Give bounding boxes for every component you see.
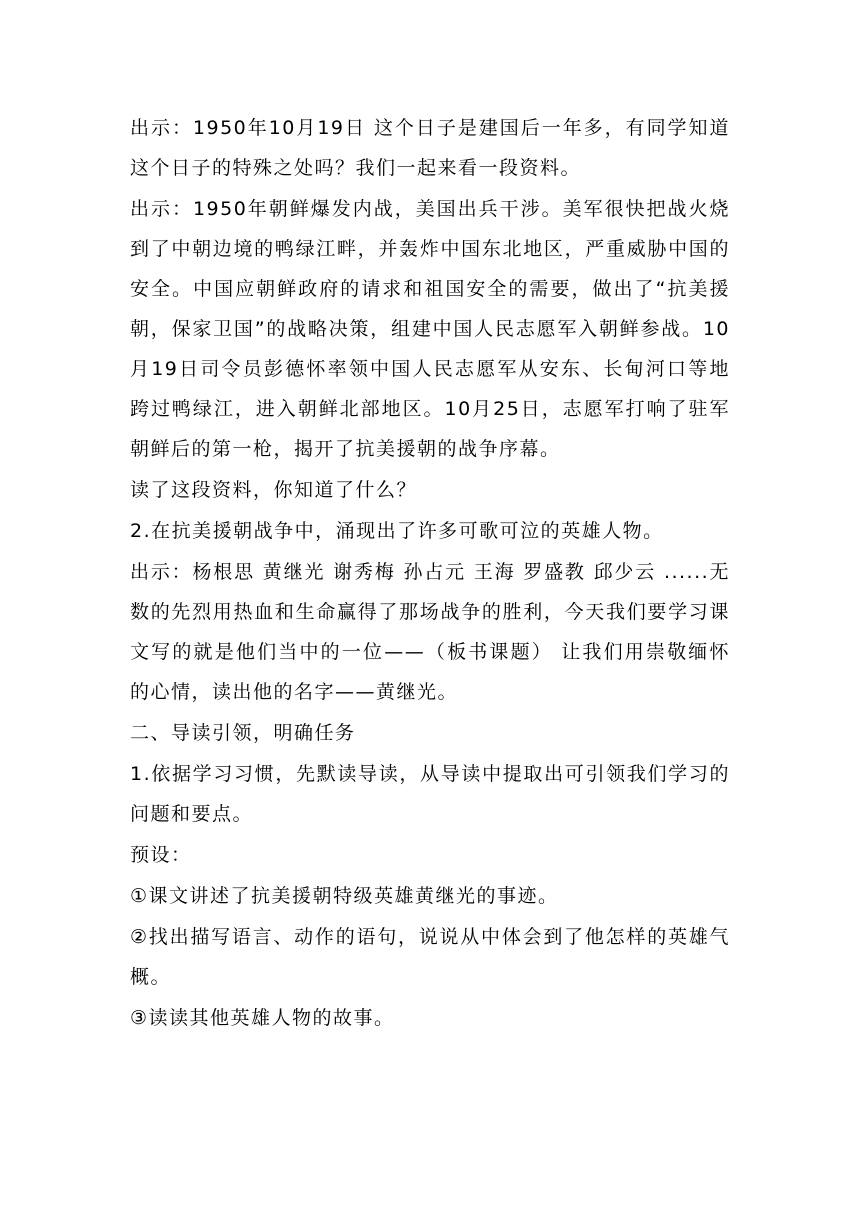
paragraph-date-intro: 出示：1950年10月19日 这个日子是建国后一年多，有同学知道这个日子的特殊之处吗？我们一起来看一段资料。 [130,117,730,179]
paragraph-reading-guide: 1.依据学习习惯，先默读导读，从导读中提取出可引领我们学习的问题和要点。 [130,763,730,825]
paragraph-preset-label: 预设： [130,844,192,866]
paragraph-history-material: 出示：1950年朝鲜爆发内战，美国出兵干涉。美军很快把战火烧到了中朝边境的鸭绿江畔，并轰炸中国东北地区，严重威胁中国的安全。中国应朝鲜政府的请求和祖国安全的需要，做出了“抗美援朝，保家卫国”的战略决策，组建中国人民志愿军入朝鲜参战。10月19日司令员彭德怀率领中国人民志愿军从安东、长甸河口等地跨过鸭绿江，进入朝鲜北部地区。10月25日，志愿军打响了驻军朝鲜后的第一枪，揭开了抗美援朝的战争序幕。 [130,198,730,460]
list-item-3: ③读读其他英雄人物的故事。 [130,1007,395,1029]
section-heading: 二、导读引领，明确任务 [130,722,356,744]
list-item-1: ①课文讲述了抗美援朝特级英雄黄继光的事迹。 [130,885,559,907]
paragraph-heroes-list: 出示：杨根思 黄继光 谢秀梅 孙占元 王海 罗盛教 邱少云 ......无数的先烈用热血和生命赢得了那场战争的胜利，今天我们要学习课文写的就是他们当中的一位——（板书课题） 让我们用崇敬缅怀的心情，读出他的名字——黄继光。 [130,561,730,703]
paragraph-question: 读了这段资料，你知道了什么？ [130,479,418,501]
list-item-2: ②找出描写语言、动作的语句，说说从中体会到了他怎样的英雄气概。 [130,926,730,988]
paragraph-heroes-intro: 2.在抗美援朝战争中，涌现出了许多可歌可泣的英雄人物。 [130,520,664,542]
document-body [130,108,730,1039]
